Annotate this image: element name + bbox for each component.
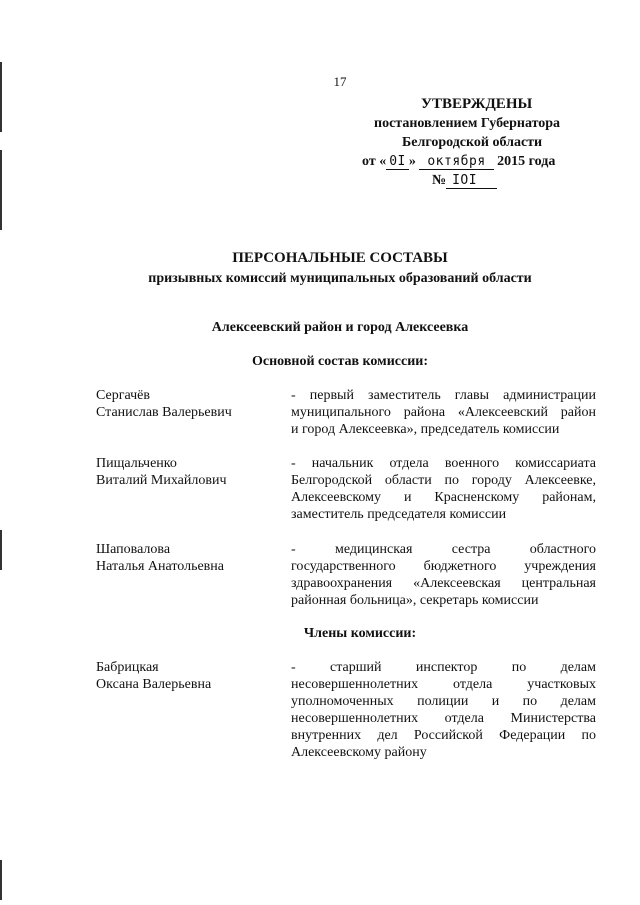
scan-edge-mark: [0, 530, 2, 570]
desc-line: Алексеевскому району: [291, 745, 427, 760]
member-name: [96, 387, 232, 421]
approval-line1: постановлением Губернатора: [374, 116, 561, 131]
date-prefix: от «: [362, 154, 387, 169]
member-given-name: Оксана Валерьевна: [96, 677, 212, 692]
date-day: 0I: [386, 154, 409, 170]
scan-edge-mark: [0, 150, 2, 230]
document-subtitle: призывных комиссий муниципальных образований области: [148, 271, 532, 286]
desc-line: муниципального района «Алексеевский район: [291, 405, 596, 420]
number-value: IOI: [446, 173, 497, 189]
desc-line: - медицинская сестра областного: [291, 542, 596, 557]
member-description: [291, 541, 596, 609]
desc-line: заместитель председателя комиссии: [291, 507, 507, 522]
member-surname: Бабрицкая: [96, 660, 159, 675]
date-month: октября: [419, 154, 493, 170]
approval-line2: Белгородской области: [402, 135, 543, 150]
desc-line: - старший инспектор по делам: [291, 660, 596, 675]
member-name: [96, 541, 224, 575]
members-section-heading: Члены комиссии:: [303, 626, 417, 641]
member-name: [96, 455, 227, 489]
desc-line: Алексеевскому и Красненскому районам,: [291, 490, 596, 505]
member-surname: Пищальченко: [96, 456, 177, 471]
desc-line: здравоохранения «Алексеевская центральная: [291, 576, 596, 591]
desc-line: несовершеннолетних отдела Министерства: [291, 711, 596, 726]
scan-edge-mark: [0, 860, 2, 900]
document-title: ПЕРСОНАЛЬНЫЕ СОСТАВЫ: [232, 250, 448, 266]
member-given-name: Станислав Валерьевич: [96, 405, 232, 420]
date-year: 2015 года: [497, 154, 556, 169]
member-surname: Сергачёв: [96, 388, 150, 403]
approval-title: УТВЕРЖДЕНЫ: [421, 96, 533, 112]
approval-number: [432, 173, 497, 189]
page-number: 17: [333, 74, 347, 89]
desc-line: государственного бюджетного учреждения: [291, 559, 596, 574]
member-given-name: Виталий Михайлович: [96, 473, 227, 488]
scan-edge-mark: [0, 62, 2, 132]
member-description: [291, 659, 596, 761]
member-surname: Шаповалова: [96, 542, 171, 557]
member-description: [291, 455, 596, 523]
region-heading: Алексеевский район и город Алексеевка: [211, 320, 469, 335]
member-name: [96, 659, 211, 693]
desc-line: внутренних дел Российской Федерации по: [291, 728, 596, 743]
main-section-heading: Основной состав комиссии:: [252, 354, 428, 369]
approval-date: [362, 154, 555, 170]
desc-line: районная больница», секретарь комиссии: [291, 593, 539, 608]
desc-line: и город Алексеевка», председатель комиссии: [291, 422, 560, 437]
desc-line: - первый заместитель главы администрации: [291, 388, 596, 403]
member-given-name: Наталья Анатольевна: [96, 559, 225, 574]
date-mid: »: [408, 154, 416, 169]
number-label: №: [432, 173, 447, 188]
desc-line: - начальник отдела военного комиссариата: [291, 456, 596, 471]
desc-line: Белгородской области по городу Алексеевке,: [291, 473, 596, 488]
desc-line: несовершеннолетних отдела участковых: [291, 677, 596, 692]
desc-line: уполномоченных полиции и по делам: [291, 694, 596, 709]
member-description: [291, 387, 596, 438]
